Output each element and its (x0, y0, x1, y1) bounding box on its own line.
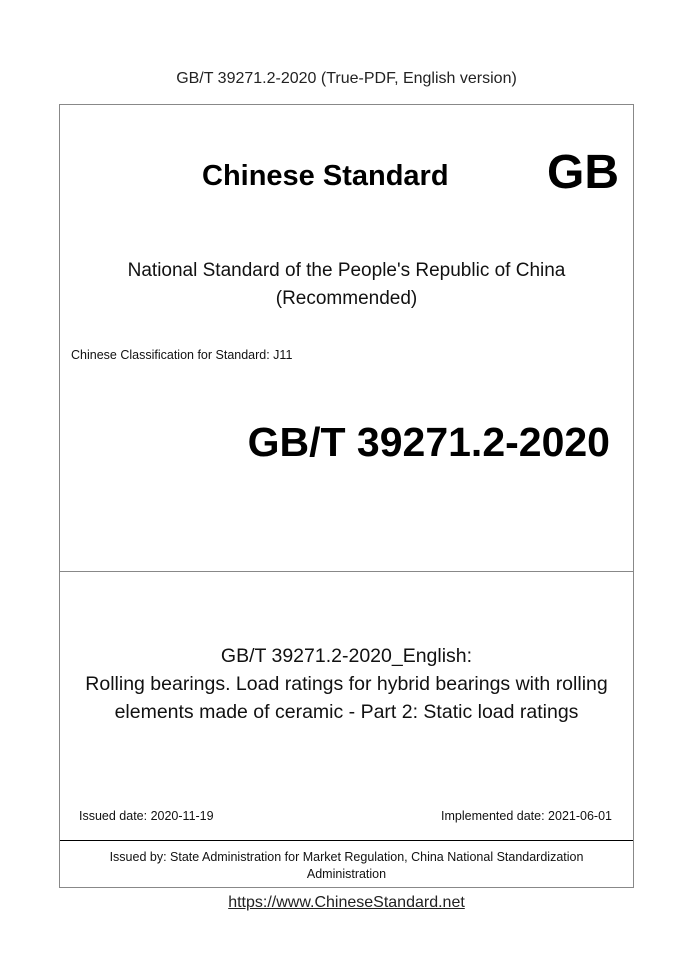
website-link[interactable]: https://www.ChineseStandard.net (228, 894, 465, 911)
implemented-date: Implemented date: 2021-06-01 (441, 809, 612, 823)
gb-mark: GB (547, 146, 619, 199)
brand-row (60, 145, 633, 205)
issuer-box (60, 840, 633, 888)
cover-frame (59, 104, 634, 888)
cover-upper-section (60, 105, 633, 572)
issuer-line-1: Issued by: State Administration for Market Regulation, China National Standardization (109, 850, 584, 864)
issuer-line-2: Administration (306, 867, 387, 881)
classification-label: Chinese Classification for Standard: J11 (71, 348, 293, 362)
title-line-code: GB/T 39271.2-2020_English: (220, 645, 473, 667)
title-line-2: Rolling bearings. Load ratings for hybrid bearings with rolling (85, 673, 608, 695)
title-line-3: elements made of ceramic - Part 2: Static load ratings (114, 701, 579, 723)
document-header: GB/T 39271.2-2020 (True-PDF, English version) (176, 70, 517, 87)
standard-title-block (60, 642, 633, 726)
recommended-line: (Recommended) (275, 288, 418, 309)
national-standard-line: National Standard of the People's Republic of China (127, 260, 566, 281)
national-standard-block (60, 257, 633, 313)
standard-code: GB/T 39271.2-2020 (247, 419, 610, 465)
dates-row (60, 805, 633, 825)
issued-date: Issued date: 2020-11-19 (79, 809, 214, 823)
brand-title: Chinese Standard (202, 160, 449, 192)
